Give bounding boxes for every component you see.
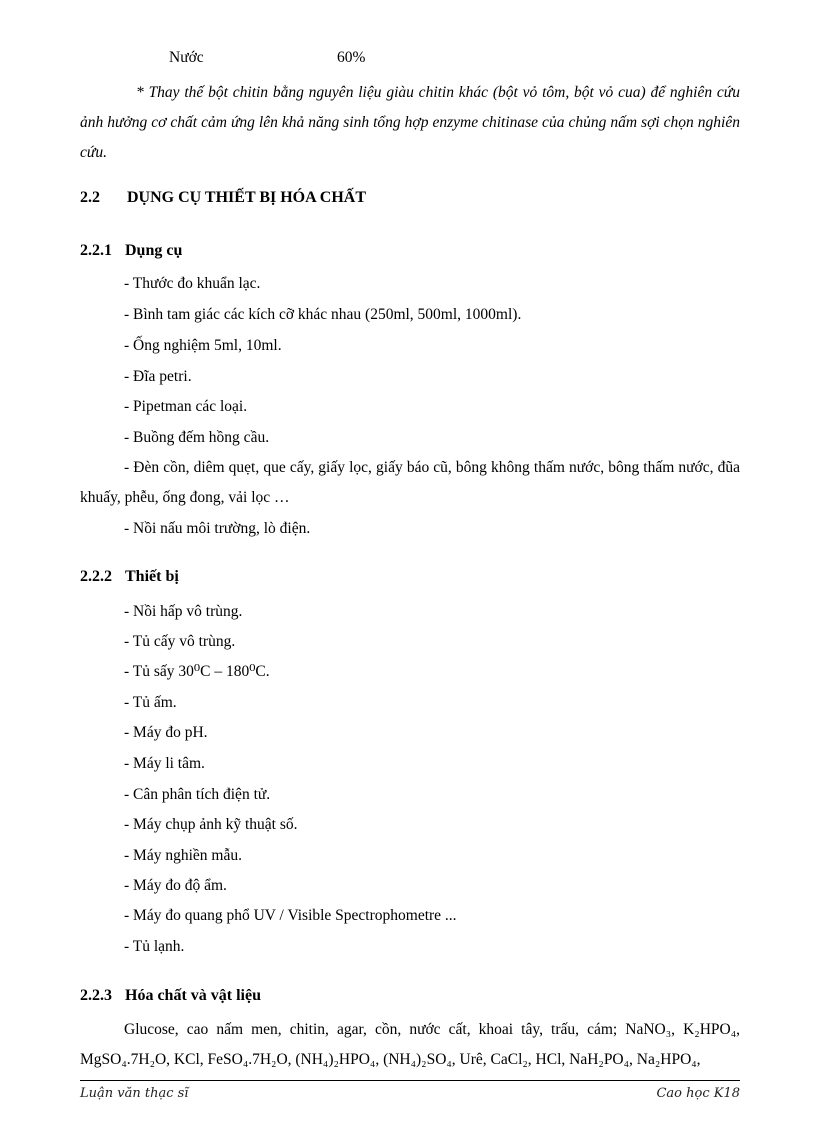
list-item: - Máy nghiền mẫu.	[124, 847, 242, 864]
list-item: - Máy li tâm.	[124, 755, 205, 772]
list-item: - Đèn cồn, diêm quẹt, que cấy, giấy lọc, giấy báo cũ, bông không thấm nước, bông thấm nước, đũa khuấy, phễu, ống đong, vải lọc …	[80, 459, 740, 506]
footer-left-text: Luận văn thạc sĩ	[80, 1086, 189, 1101]
substitution-note: * Thay thế bột chitin bằng nguyên liệu giàu chitin khác (bột vỏ tôm, bột vỏ cua) để nghiên cứu ảnh hưởng cơ chất cảm ứng lên khả năng sinh tổng hợp enzyme chitinase của chủng nấm sợi chọn nghiên cứu.	[80, 84, 740, 161]
list-item: - Máy chụp ảnh kỹ thuật số.	[124, 816, 298, 833]
subsection-heading-2-2-3	[80, 985, 261, 1007]
list-item: - Tủ ấm.	[124, 694, 177, 711]
list-item: - Tủ lạnh.	[124, 938, 185, 955]
list-item: - Nồi hấp vô trùng.	[124, 603, 243, 620]
list-item: - Máy đo độ ẩm.	[124, 877, 227, 894]
footer-right-text: Cao học K18	[656, 1086, 740, 1101]
footer-divider	[80, 1080, 740, 1081]
list-item: - Nồi nấu môi trường, lò điện.	[124, 520, 311, 537]
subsection-title: Dụng cụ	[125, 242, 183, 259]
list-item: - Máy đo pH.	[124, 724, 208, 741]
section-heading-2-2	[80, 187, 366, 209]
list-item: - Đĩa petri.	[124, 368, 192, 385]
section-title: DỤNG CỤ THIẾT BỊ HÓA CHẤT	[127, 189, 367, 206]
list-item: - Buồng đếm hồng cầu.	[124, 429, 270, 446]
list-item: - Pipetman các loại.	[124, 398, 248, 415]
subsection-title: Thiết bị	[125, 568, 179, 585]
list-item: - Cân phân tích điện tử.	[124, 786, 271, 803]
subsection-heading-2-2-1	[80, 240, 182, 262]
list-item: - Tủ cấy vô trùng.	[124, 633, 236, 650]
material-value: 60%	[337, 49, 366, 66]
subsection-number: 2.2.3	[80, 987, 112, 1004]
list-item: - Bình tam giác các kích cỡ khác nhau (250ml, 500ml, 1000ml).	[124, 306, 522, 323]
list-item: - Thước đo khuẩn lạc.	[124, 275, 261, 292]
subsection-heading-2-2-2	[80, 566, 179, 588]
material-name: Nước	[169, 49, 204, 66]
list-item: - Ống nghiệm 5ml, 10ml.	[124, 337, 282, 354]
list-item: - Tủ sấy 30⁰C – 180⁰C.	[124, 663, 270, 680]
list-item: - Máy đo quang phổ UV / Visible Spectrophometre ...	[124, 907, 457, 924]
section-number: 2.2	[80, 189, 100, 206]
subsection-number: 2.2.2	[80, 568, 112, 585]
chemicals-paragraph: Glucose, cao nấm men, chitin, agar, cồn, nước cất, khoai tây, trấu, cám; NaNO₃, K₂HPO₄, MgSO₄.7H₂O, KCl, FeSO₄.7H₂O, (NH₄)₂HPO₄, (NH₄)₂SO₄, Urê, CaCl₂, HCl, NaH₂PO₄, Na₂HPO₄,	[80, 1021, 740, 1068]
subsection-number: 2.2.1	[80, 242, 112, 259]
subsection-title: Hóa chất và vật liệu	[125, 987, 261, 1004]
